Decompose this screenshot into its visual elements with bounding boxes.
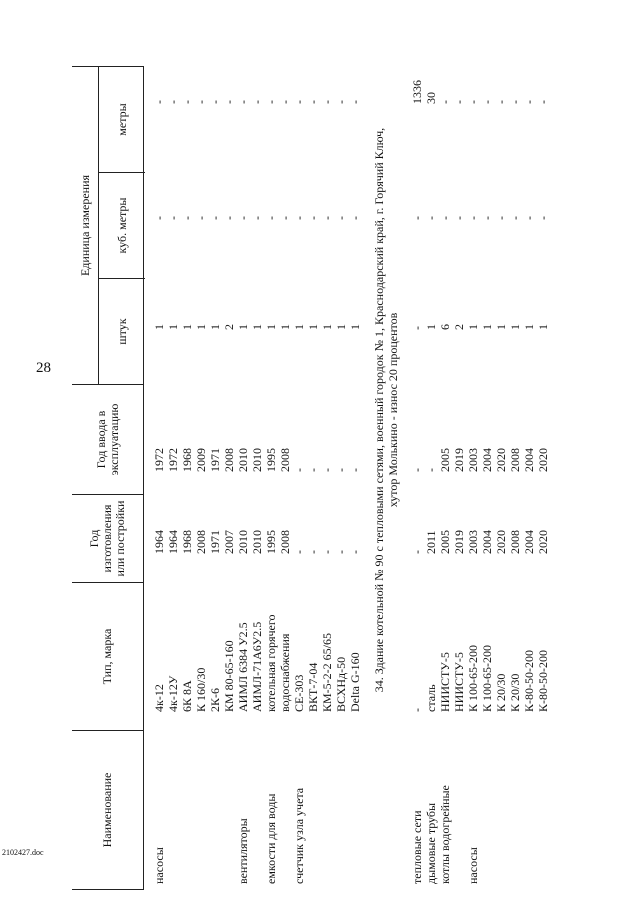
cubic-cell: -: [180, 216, 194, 220]
name-cell: насосы: [152, 847, 166, 884]
cubic-cell: -: [222, 216, 236, 220]
pieces-cell: 1: [508, 324, 522, 330]
type-cell: ВСХНд-50: [334, 656, 348, 712]
cubic-cell: -: [348, 216, 362, 220]
year-commission-cell: 1971: [208, 448, 222, 472]
cubic-cell: -: [480, 216, 494, 220]
year-commission-cell: 1995: [264, 448, 278, 472]
type-cell: 4к-12У: [166, 675, 180, 712]
cubic-cell: -: [522, 216, 536, 220]
pieces-cell: 1: [494, 324, 508, 330]
year-made-cell: 2008: [194, 530, 208, 554]
cubic-cell: -: [250, 216, 264, 220]
pieces-cell: 1: [334, 324, 348, 330]
year-commission-cell: 2010: [236, 448, 250, 472]
name-cell: счетчик узла учета: [292, 787, 306, 884]
pieces-cell: 1: [292, 324, 306, 330]
cubic-cell: -: [334, 216, 348, 220]
meters-cell: -: [250, 100, 264, 104]
cubic-cell: -: [424, 216, 438, 220]
pieces-cell: 2: [222, 324, 236, 330]
year-commission-cell: 2008: [508, 448, 522, 472]
year-made-cell: 2005: [438, 530, 452, 554]
meters-cell: 1336: [410, 80, 424, 104]
type-cell: АИМЛ-71А6У2.5: [250, 621, 264, 712]
year-made-cell: -: [334, 550, 348, 554]
type-cell: К-80-50-200: [536, 650, 550, 712]
meters-cell: -: [480, 100, 494, 104]
year-commission-cell: -: [410, 468, 424, 472]
meters-cell: -: [222, 100, 236, 104]
pieces-cell: 6: [438, 324, 452, 330]
header-cubic: куб. метры: [99, 173, 145, 279]
year-made-cell: 2010: [236, 530, 250, 554]
year-commission-cell: 2020: [536, 448, 550, 472]
meters-cell: -: [166, 100, 180, 104]
type-cell: КМ 80-65-160: [222, 640, 236, 712]
type-cell: К 20/30: [494, 673, 508, 712]
meters-cell: -: [208, 100, 222, 104]
year-made-cell: 2008: [278, 530, 292, 554]
meters-cell: -: [536, 100, 550, 104]
type-cell: К-80-50-200: [522, 650, 536, 712]
name-cell: дымовые трубы: [424, 802, 438, 884]
year-made-cell: -: [410, 550, 424, 554]
year-made-cell: 2004: [522, 530, 536, 554]
year-commission-cell: 2004: [522, 448, 536, 472]
meters-cell: -: [264, 100, 278, 104]
header-type: Тип, марка: [72, 582, 144, 730]
type-cell: АИМЛ 6384 У2.5: [236, 622, 250, 712]
year-commission-cell: -: [306, 468, 320, 472]
year-commission-cell: 1968: [180, 448, 194, 472]
cubic-cell: -: [306, 216, 320, 220]
meters-cell: -: [278, 100, 292, 104]
type-cell: К 100-65-200: [466, 645, 480, 712]
cubic-cell: -: [208, 216, 222, 220]
header-name: Наименование: [72, 730, 144, 890]
pieces-cell: 1: [264, 324, 278, 330]
meters-cell: -: [438, 100, 452, 104]
year-made-cell: 2020: [536, 530, 550, 554]
header-meters: метры: [99, 67, 145, 173]
meters-cell: -: [292, 100, 306, 104]
year-made-cell: 1995: [264, 530, 278, 554]
year-commission-cell: 2009: [194, 448, 208, 472]
meters-cell: -: [334, 100, 348, 104]
type-cell: КМ-5-2-2 65/65: [320, 633, 334, 712]
cubic-cell: -: [152, 216, 166, 220]
meters-cell: -: [466, 100, 480, 104]
year-commission-cell: 2004: [480, 448, 494, 472]
type-cell: ВКТ-7-04: [306, 662, 320, 712]
meters-cell: -: [236, 100, 250, 104]
cubic-cell: -: [194, 216, 208, 220]
meters-cell: -: [306, 100, 320, 104]
name-cell: тепловые сети: [410, 810, 424, 884]
cubic-cell: -: [292, 216, 306, 220]
year-commission-cell: 2003: [466, 448, 480, 472]
year-commission-cell: -: [424, 468, 438, 472]
meters-cell: -: [348, 100, 362, 104]
cubic-cell: -: [236, 216, 250, 220]
meters-cell: -: [452, 100, 466, 104]
cubic-cell: -: [536, 216, 550, 220]
type-cell: котельная горячего: [264, 614, 278, 712]
year-made-cell: 1964: [152, 530, 166, 554]
year-commission-cell: 1972: [166, 448, 180, 472]
pieces-cell: -: [410, 326, 424, 330]
type-cell: 2К-6: [208, 688, 222, 712]
year-made-cell: 2007: [222, 530, 236, 554]
year-commission-cell: -: [292, 468, 306, 472]
type-cell: К 100-65-200: [480, 645, 494, 712]
meters-cell: -: [508, 100, 522, 104]
type-cell: Delta G-160: [348, 652, 362, 712]
year-made-cell: 2011: [424, 530, 438, 554]
pieces-cell: 1: [320, 324, 334, 330]
cubic-cell: -: [494, 216, 508, 220]
year-made-cell: 2004: [480, 530, 494, 554]
header-pieces: штук: [114, 318, 129, 345]
type-cell: НИИСТУ-5: [438, 652, 452, 712]
header-year-made: Год изготовления или постройки: [72, 494, 144, 582]
pieces-cell: 1: [348, 324, 362, 330]
name-cell: емкости для воды: [264, 793, 278, 884]
header-year-commission: Год ввода в эксплуатацию: [72, 384, 144, 494]
type-cell: К 160/30: [194, 667, 208, 712]
year-made-cell: -: [320, 550, 334, 554]
pieces-cell: 1: [480, 324, 494, 330]
year-commission-cell: 1972: [152, 448, 166, 472]
type-cell: К 20/30: [508, 673, 522, 712]
meters-cell: -: [180, 100, 194, 104]
pieces-cell: 1: [536, 324, 550, 330]
year-commission-cell: 2008: [222, 448, 236, 472]
year-commission-cell: 2008: [278, 448, 292, 472]
year-made-cell: 2010: [250, 530, 264, 554]
year-made-cell: 1971: [208, 530, 222, 554]
cubic-cell: -: [466, 216, 480, 220]
cubic-cell: -: [452, 216, 466, 220]
pieces-cell: 2: [452, 324, 466, 330]
rotated-table-sheet: [72, 30, 572, 890]
year-made-cell: 1968: [180, 530, 194, 554]
pieces-cell: 1: [306, 324, 320, 330]
pieces-cell: 1: [194, 324, 208, 330]
section-title: 34. Здание котельной № 90 с тепловыми сетями, военный городок № 1, Краснодарский край, г. Горячий Ключ,: [372, 127, 386, 693]
year-commission-cell: 2020: [494, 448, 508, 472]
type-cell: СЕ-303: [292, 674, 306, 712]
year-commission-cell: -: [348, 468, 362, 472]
header-unit: Единица измерения: [72, 67, 99, 384]
year-commission-cell: -: [334, 468, 348, 472]
pieces-cell: 1: [152, 324, 166, 330]
cubic-cell: -: [264, 216, 278, 220]
pieces-cell: 1: [236, 324, 250, 330]
pieces-cell: 1: [424, 324, 438, 330]
section-subtitle: хутор Молькино - износ 20 процентов: [386, 312, 400, 508]
type-cell: НИИСТУ-5: [452, 652, 466, 712]
type-cell: водоснабжения: [278, 633, 292, 712]
cubic-cell: -: [320, 216, 334, 220]
type-cell: 4к-12: [152, 684, 166, 712]
page-number: 28: [36, 360, 51, 376]
type-cell: сталь: [424, 684, 438, 712]
meters-cell: -: [152, 100, 166, 104]
meters-cell: -: [494, 100, 508, 104]
pieces-cell: 1: [180, 324, 194, 330]
year-made-cell: 1964: [166, 530, 180, 554]
pieces-cell: 1: [522, 324, 536, 330]
cubic-cell: -: [166, 216, 180, 220]
year-made-cell: 2019: [452, 530, 466, 554]
document-id: 2102427.doc: [2, 848, 44, 857]
year-made-cell: 2003: [466, 530, 480, 554]
year-commission-cell: 2005: [438, 448, 452, 472]
name-cell: котлы водогрейные: [438, 785, 452, 884]
pieces-cell: 1: [166, 324, 180, 330]
year-made-cell: -: [292, 550, 306, 554]
cubic-cell: -: [278, 216, 292, 220]
meters-cell: -: [320, 100, 334, 104]
meters-cell: 30: [424, 92, 438, 104]
cubic-cell: -: [410, 216, 424, 220]
pieces-cell: 1: [250, 324, 264, 330]
type-cell: -: [410, 708, 424, 712]
year-made-cell: 2020: [494, 530, 508, 554]
type-cell: 6К 8А: [180, 680, 194, 712]
year-made-cell: 2008: [508, 530, 522, 554]
cubic-cell: -: [508, 216, 522, 220]
name-cell: вентиляторы: [236, 818, 250, 884]
year-made-cell: -: [306, 550, 320, 554]
pieces-cell: 1: [278, 324, 292, 330]
name-cell: насосы: [466, 847, 480, 884]
pieces-cell: 1: [466, 324, 480, 330]
year-commission-cell: -: [320, 468, 334, 472]
year-commission-cell: 2010: [250, 448, 264, 472]
year-made-cell: -: [348, 550, 362, 554]
cubic-cell: -: [438, 216, 452, 220]
year-commission-cell: 2019: [452, 448, 466, 472]
meters-cell: -: [194, 100, 208, 104]
header-unit-group: [72, 66, 144, 384]
pieces-cell: 1: [208, 324, 222, 330]
meters-cell: -: [522, 100, 536, 104]
